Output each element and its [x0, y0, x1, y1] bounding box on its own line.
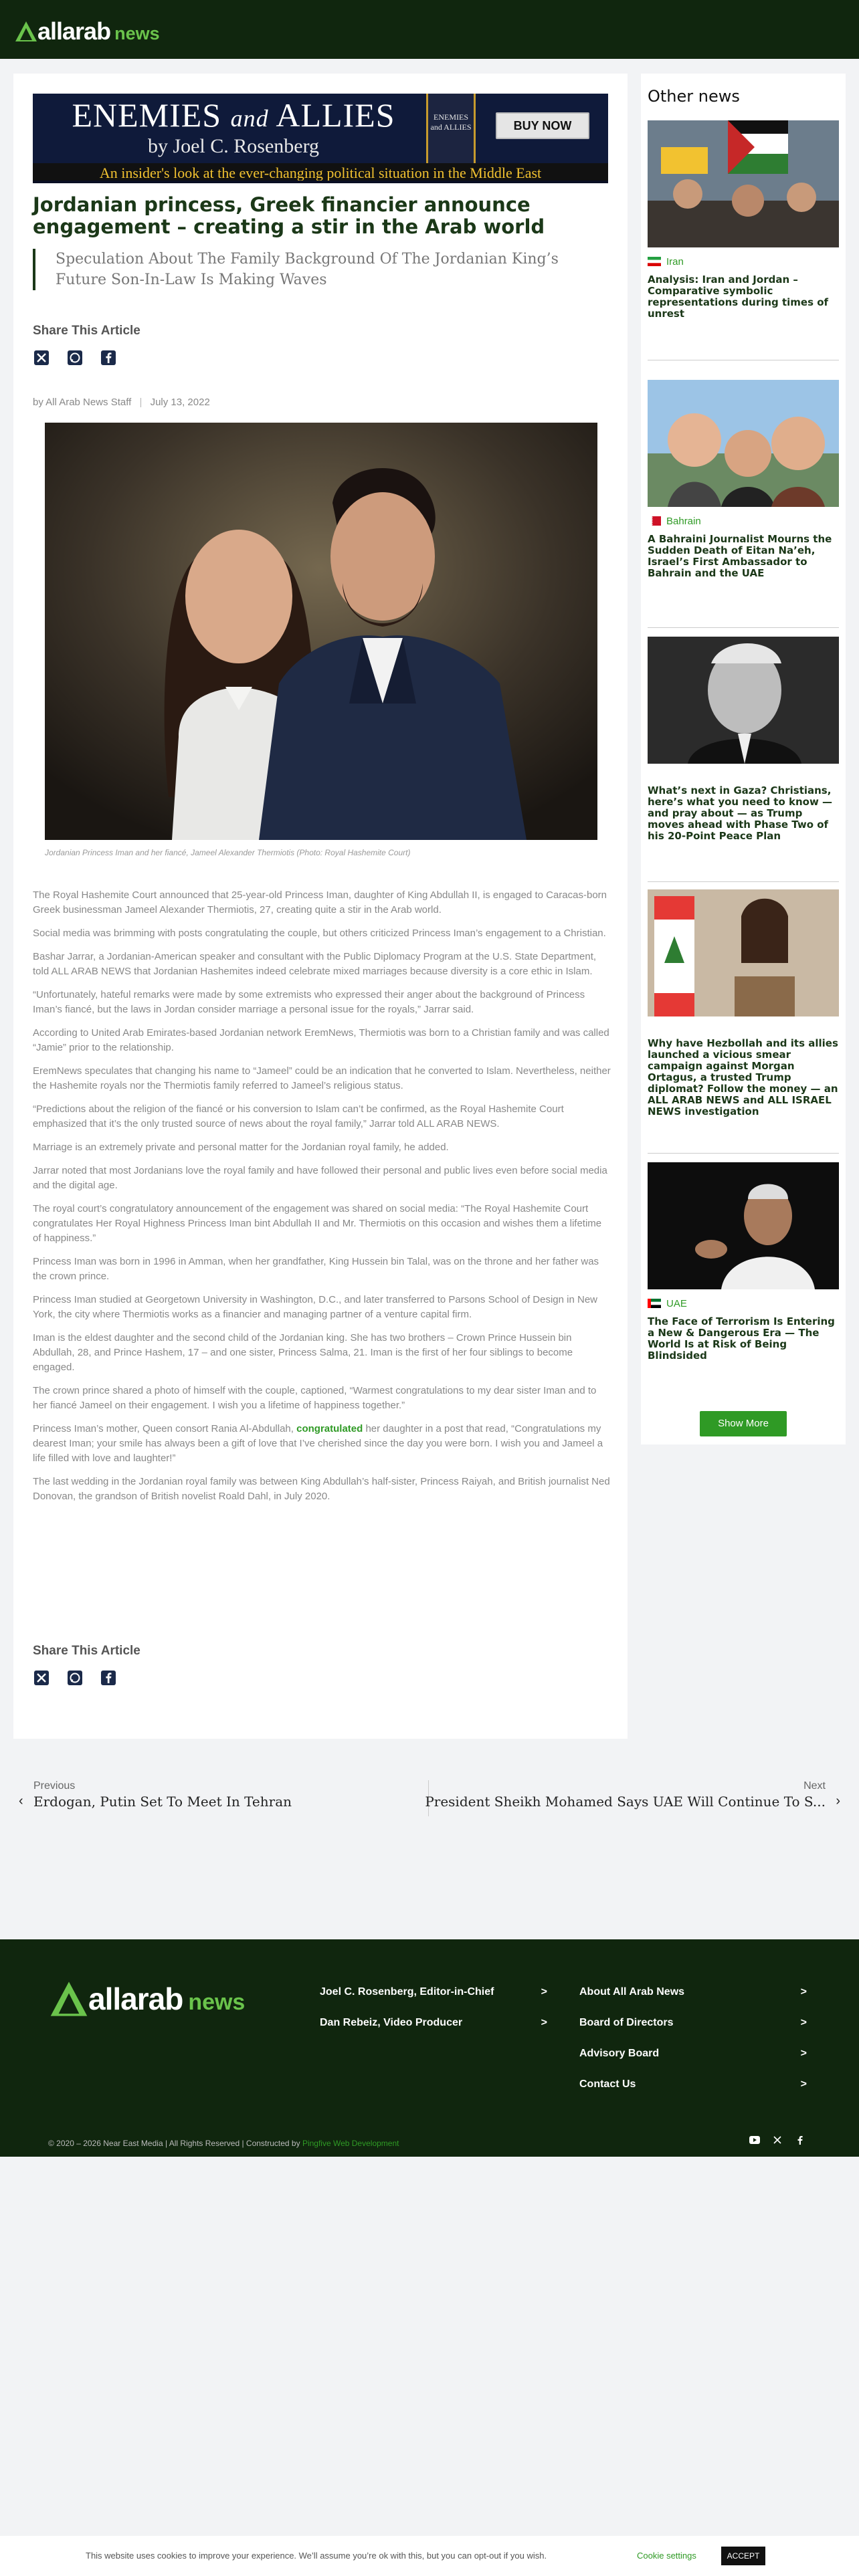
logo-word-news: news	[188, 1989, 246, 2015]
paragraph: Bashar Jarrar, a Jordanian-American speaker and consultant with the Public Diplomacy Program at the U.S. State Department, told ALL ARAB NEWS that Jordanian Hashemites indeed celebrate mixed marriages because diversity is a core ethic in Islam.	[33, 951, 597, 977]
paragraph-rania: Princess Iman’s mother, Queen consort Rania Al-Abdullah, congratulated her daughter in a post that read, “Congratulations my dearest Iman; your smile has always been a gift of love that I’ve cherished since the day you were born. I wish you and Jameel a life filled with love and laughter!”	[33, 1423, 603, 1464]
share-icons-bottom	[33, 1669, 117, 1687]
paragraph: Princess Iman was born in 1996 in Amman, when her grandfather, King Hussein bin Talal, was on the throne and her father was the crown prince.	[33, 1256, 599, 1282]
footer-staff-links	[320, 1986, 547, 2048]
divider	[648, 1153, 839, 1154]
news-thumbnail[interactable]	[648, 889, 839, 1016]
country-tag[interactable]: Bahrain	[648, 514, 839, 528]
next-post-link[interactable]	[425, 1780, 840, 1810]
uae-flag-icon	[648, 1299, 661, 1308]
cookie-settings-link[interactable]: Cookie settings	[637, 2551, 696, 2561]
paragraph: “Unfortunately, hateful remarks were made by some extremists who expressed their anger about the background of Princess Iman’s fiancé, but the laws in Jordan consider marriage a personal issue for the royals,” Jarrar said.	[33, 989, 585, 1015]
share-title-bottom: Share This Article	[33, 1644, 140, 1658]
footer-link-about[interactable]: About All Arab News >	[579, 1986, 807, 1998]
sidebar-news-item[interactable]	[648, 120, 839, 320]
footer-link-contact[interactable]: Contact Us >	[579, 2078, 807, 2090]
x-share-icon[interactable]	[33, 1669, 50, 1687]
chevron-left-icon: ‹	[19, 1794, 23, 1808]
author[interactable]: by All Arab News Staff	[33, 397, 132, 408]
news-title[interactable]: A Bahraini Journalist Mourns the Sudden Death of Eitan Na’eh, Israel’s First Ambassador to Bahrain and the UAE	[648, 533, 832, 579]
logo-word-news: news	[114, 23, 160, 43]
bahrain-flag-icon	[648, 516, 661, 526]
logo-word-allarab: allarab	[37, 17, 111, 45]
logo-mark-icon	[15, 20, 37, 43]
logo-word-allarab: allarab	[88, 1981, 183, 2016]
sidebar-news-item[interactable]	[648, 1162, 839, 1362]
iran-flag-icon	[648, 257, 661, 266]
youtube-icon[interactable]	[749, 2135, 760, 2145]
paragraph: The Royal Hashemite Court announced that 25-year-old Princess Iman, daughter of King Abdullah II, is engaged to Caracas-born Greek businessman Jameel Alexander Thermiotis, 27, creating quite a stir in the Arab world.	[33, 889, 607, 916]
publish-date: July 13, 2022	[150, 397, 210, 408]
divider	[648, 881, 839, 882]
constructed-by-link[interactable]: Pingfive Web Development	[302, 2139, 399, 2148]
sidebar-news-item[interactable]	[648, 889, 839, 1117]
whatsapp-share-icon[interactable]	[66, 1669, 84, 1687]
article-card	[13, 74, 628, 1739]
sidebar-news-item[interactable]	[648, 380, 839, 579]
news-thumbnail[interactable]	[648, 637, 839, 764]
cookie-accept-button[interactable]: ACCEPT	[721, 2547, 765, 2565]
news-title[interactable]: What’s next in Gaza? Christians, here’s what you need to know — and pray about — as Trump moves ahead with Phase Two of his 20-Point Peace Plan	[648, 784, 833, 842]
country-tag[interactable]: UAE	[648, 1296, 839, 1311]
paragraph: The crown prince shared a photo of himself with the couple, captioned, “Warmest congratulations to my dear sister Iman and to her fiancé Jameel on their engagement. I wish you a lifetime of happiness together.”	[33, 1385, 597, 1411]
article-body	[33, 888, 611, 1513]
next-label: Next	[803, 1780, 826, 1792]
share-title-top: Share This Article	[33, 324, 140, 338]
news-thumbnail[interactable]	[648, 1162, 839, 1289]
news-title[interactable]: Analysis: Iran and Jordan – Comparative symbolic representations during times of unrest	[648, 274, 829, 320]
banner-tagline: An insider's look at the ever-changing political situation in the Middle East	[33, 163, 608, 183]
congratulated-link[interactable]: congratulated	[296, 1423, 363, 1434]
paragraph: EremNews speculates that changing his name to “Jameel” could be an indication that he converted to Islam. Nevertheless, neither the Hashemite royals nor the Thermiotis family referred to Jameel’s religious status.	[33, 1065, 611, 1091]
chevron-right-icon: ›	[836, 1794, 840, 1808]
news-title[interactable]: Why have Hezbollah and its allies launched a vicious smear campaign against Morgan Ortagus, a trusted Trump diplomat? Follow the money — an ALL ARAB NEWS and ALL ISRAEL NEWS investigation	[648, 1037, 838, 1117]
facebook-share-icon[interactable]	[100, 1669, 117, 1687]
paragraph: Jarrar noted that most Jordanians love the royal family and have followed their personal and public lives even before social media and the digital age.	[33, 1165, 607, 1191]
sidebar-news-item[interactable]	[648, 637, 839, 842]
show-more-button[interactable]: Show More	[700, 1411, 787, 1436]
share-icons-top	[33, 349, 117, 366]
news-thumbnail[interactable]	[648, 380, 839, 507]
previous-post-link[interactable]	[19, 1780, 292, 1810]
footer-social-links	[749, 2135, 805, 2145]
paragraph: According to United Arab Emirates-based Jordanian network EremNews, Thermiotis was born to a Christian family and was called “Jamie” prior to the relationship.	[33, 1027, 609, 1053]
next-title[interactable]: President Sheikh Mohamed Says UAE Will Continue To S...	[425, 1794, 826, 1810]
book-cover: ENEMIES and ALLIES	[426, 94, 476, 163]
facebook-icon[interactable]	[795, 2135, 805, 2145]
x-icon[interactable]	[772, 2135, 783, 2145]
x-share-icon[interactable]	[33, 349, 50, 366]
paragraph: “Predictions about the religion of the fiancé or his conversion to Islam can’t be confirmed, as the Royal Hashemite Court emphasized that it’s the only trusted source of news about the royal family,” Jarrar told ALL ARAB NEWS.	[33, 1103, 564, 1130]
site-logo[interactable]	[15, 17, 160, 45]
buy-now-button[interactable]: BUY NOW	[496, 112, 589, 139]
footer-about-links	[579, 1986, 807, 2109]
logo-mark-icon	[50, 1979, 88, 2018]
article-subheadline: Speculation About The Family Background Of The Jordanian King’s Future Son-In-Law Is Making Waves	[33, 249, 588, 290]
paragraph: The last wedding in the Jordanian royal family was between King Abdullah’s half-sister, Princess Raiyah, and British journalist Ned Donovan, the grandson of British novelist Roald Dahl, in July 2020.	[33, 1476, 610, 1502]
banner-byline: by Joel C. Rosenberg	[147, 135, 320, 157]
article-headline: Jordanian princess, Greek financier announce engagement – creating a stir in the Arab world	[33, 193, 545, 238]
paragraph: The royal court’s congratulatory announcement of the engagement was shared on social media: “The Royal Hashemite Court congratulates Her Royal Highness Princess Iman bint Abdullah II and Mr. Thermiotis on this occasion and wishes them a lifetime of happiness.”	[33, 1203, 602, 1244]
footer-link-editor[interactable]: Joel C. Rosenberg, Editor-in-Chief >	[320, 1986, 547, 1998]
whatsapp-share-icon[interactable]	[66, 349, 84, 366]
banner-title: ENEMIES and ALLIES	[72, 96, 395, 134]
copyright: © 2020 – 2026 Near East Media | All Rights Reserved | Constructed by Pingfive Web Development	[48, 2139, 399, 2148]
paragraph: Social media was brimming with posts congratulating the couple, but others criticized Princess Iman’s engagement to a Christian.	[33, 928, 606, 939]
facebook-share-icon[interactable]	[100, 349, 117, 366]
footer-link-board[interactable]: Board of Directors >	[579, 2017, 807, 2028]
paragraph: Marriage is an extremely private and personal matter for the Jordanian royal family, he added.	[33, 1142, 449, 1153]
previous-title[interactable]: Erdogan, Putin Set To Meet In Tehran	[33, 1794, 292, 1810]
news-thumbnail[interactable]	[648, 120, 839, 247]
country-tag[interactable]: Iran	[648, 254, 839, 269]
article-byline: by All Arab News Staff | July 13, 2022	[33, 397, 210, 408]
footer-link-advisory[interactable]: Advisory Board >	[579, 2048, 807, 2059]
paragraph: Princess Iman studied at Georgetown University in Washington, D.C., and later transferred to Parsons School of Design in New York, the city where Thermiotis works as a financier and managing partner of a venture capital firm.	[33, 1294, 598, 1320]
paragraph: Iman is the eldest daughter and the second child of the Jordanian king. She has two brothers – Crown Prince Hussein bin Abdullah, 28, and Prince Hashem, 17 – and one sister, Princess Salma, 21. Iman is the first of her four siblings to become engaged.	[33, 1332, 573, 1373]
article-photo	[45, 423, 597, 840]
sidebar-title: Other news	[648, 87, 740, 106]
cookie-consent-bar	[0, 2536, 859, 2576]
divider	[648, 627, 839, 628]
photo-caption: Jordanian Princess Iman and her fiancé, Jameel Alexander Thermiotis (Photo: Royal Hashemite Court)	[45, 848, 411, 857]
post-navigation	[0, 1765, 859, 1832]
site-header	[0, 0, 859, 59]
previous-label: Previous	[33, 1780, 76, 1792]
cookie-text: This website uses cookies to improve your experience. We’ll assume you’re ok with this, but you can opt-out if you wish.	[86, 2551, 547, 2561]
site-footer	[0, 1939, 859, 2157]
footer-link-video-producer[interactable]: Dan Rebeiz, Video Producer >	[320, 2017, 547, 2028]
book-ad-banner[interactable]	[33, 94, 608, 183]
footer-logo[interactable]	[50, 1979, 245, 2018]
other-news-sidebar	[641, 74, 846, 1444]
news-title[interactable]: The Face of Terrorism Is Entering a New & Dangerous Era — The World Is at Risk of Being Blindsided	[648, 1315, 835, 1362]
